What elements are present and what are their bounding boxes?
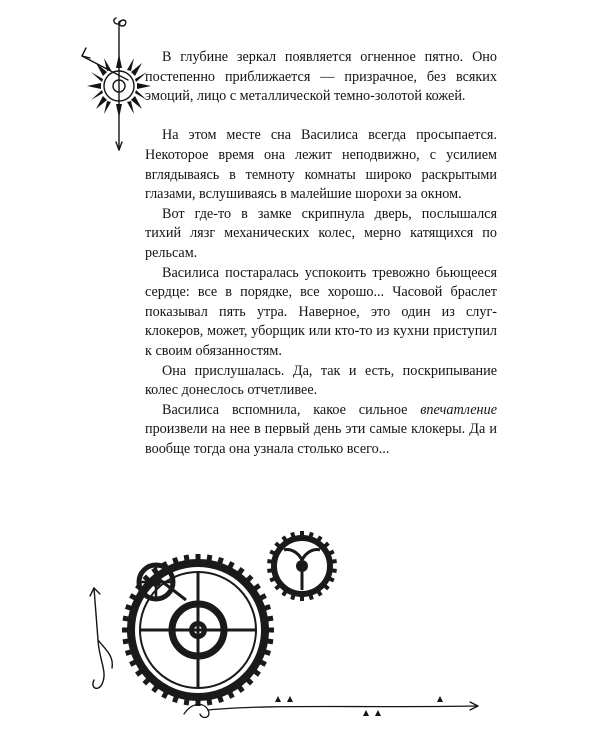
compass-sun-ornament-icon bbox=[72, 10, 152, 158]
main-text bbox=[145, 48, 497, 459]
paragraph-6-after: произвели на нее в первый день эти самые клокеры. Да и вообще тогда она узнала столько всего... bbox=[145, 421, 497, 457]
small-gear-ornament-icon bbox=[264, 528, 340, 604]
emphasis-word: впечатление bbox=[420, 401, 497, 418]
swirl-arrow-ornament-icon bbox=[84, 580, 128, 700]
paragraph-6 bbox=[145, 401, 497, 460]
paragraph-1: В глубине зеркал появляется огненное пятно. Оно постепенно приближается — призрачное, без всяких эмоций, лицо с металлической темно-золотой кожей. bbox=[145, 49, 497, 105]
bottom-flourish-ornament-icon bbox=[178, 690, 498, 722]
paragraph-6-before: Василиса вспомнила, какое сильное bbox=[162, 401, 421, 418]
paragraph-3: Вот где-то в замке скрипнула дверь, послышался тихий лязг механических колес, мерно катящихся по рельсам. bbox=[145, 205, 497, 261]
paragraph-2: На этом месте сна Василиса всегда просыпается. Некоторое время она лежит неподвижно, с усилием вглядываясь в темноту комнаты широко раскрытыми глазами, вслушиваясь в малейшие шорохи за окном. bbox=[145, 127, 497, 203]
paragraph-4: Василиса постаралась успокоить тревожно бьющееся сердце: все в порядке, все хорошо... Часовой браслет показывал пять утра. Наверное, это один из слуг-клокеров, может, уборщик или кто-то из кухни приступил к своим обязанностям. bbox=[145, 264, 497, 359]
large-gear-ornament-icon bbox=[118, 548, 278, 708]
paragraph-5: Она прислушалась. Да, так и есть, поскрипывание колес донеслось отчетливее. bbox=[145, 362, 497, 399]
